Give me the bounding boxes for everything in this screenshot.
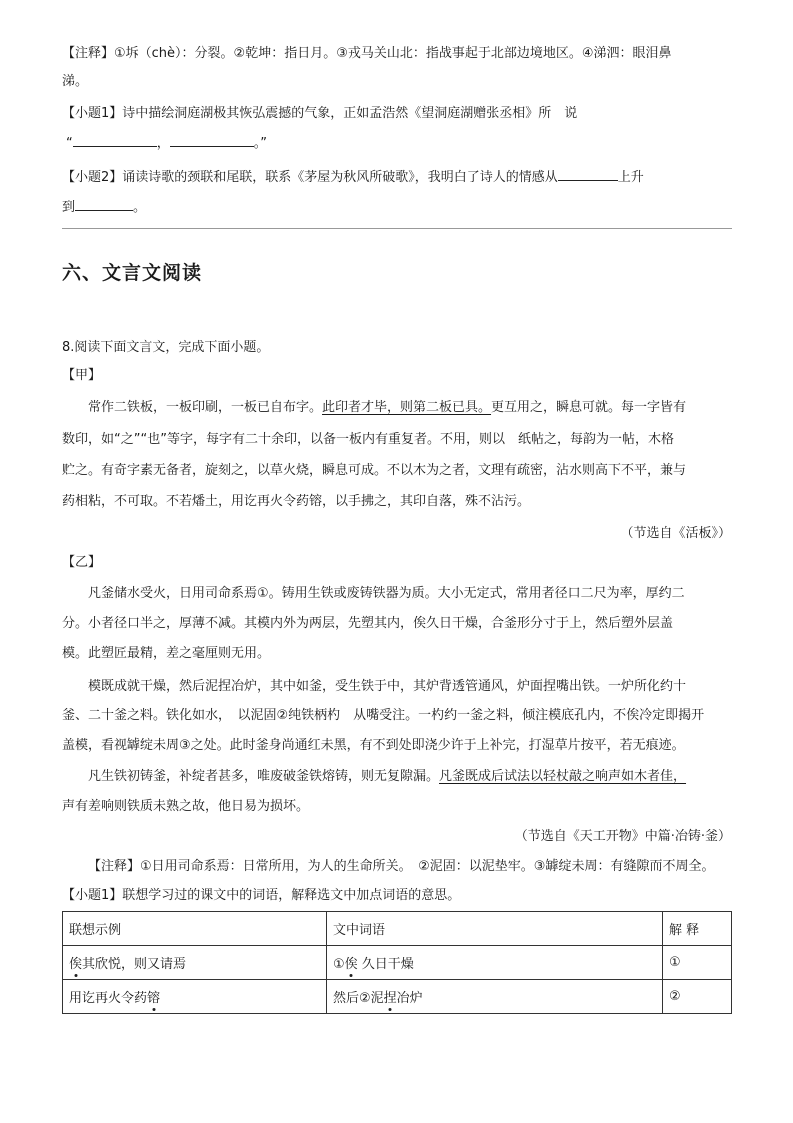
open-quote: “ [66, 136, 73, 151]
question-2-prompt [62, 166, 644, 188]
table-cell-example: 俟其欣悦，则又请焉 [63, 946, 327, 980]
yi-paragraph-line-5: 釜、二十釜之料。铁化如水， 以泥固②纯铁柄杓 从嘴受注。一杓约一釜之料，倾注模底孔内，不俟冷定即揭开 [62, 708, 705, 723]
table-header-row [63, 912, 732, 946]
close-quote: 。” [253, 136, 268, 151]
yi-paragraph-line-7 [88, 767, 686, 787]
answer-blank-1[interactable] [73, 132, 157, 147]
table-header: 文中词语 [327, 912, 663, 946]
poem-notes-line-1: 【注释】①坼（chè）：分裂。②乾坤：指日月。③戎马关山北：指战事起于北部边境地区。④涕泗：眼泪鼻 [62, 46, 672, 61]
table-cell-word: 然后②泥捏冶炉 [327, 980, 663, 1014]
jia-paragraph-line-3: 贮之。有奇字素无备者，旋刻之，以草火烧，瞬息可成。不以木为之者，文理有疏密，沾水则高下不平，兼与 [62, 463, 687, 478]
question-1-prompt: 【小题1】诗中描绘洞庭湖极其恢弘震撼的气象，正如孟浩然《望洞庭湖赠张丞相》所 说 [62, 106, 578, 121]
jia-text: 常作二铁板，一板印刷，一板已自布字。 [88, 400, 323, 415]
jia-paragraph-line-1 [88, 398, 686, 418]
question-2-text-c: 到 [62, 200, 76, 215]
table-cell-word: ①俟 久日干燥 [327, 946, 663, 980]
poem-notes-line-2: 涕。 [62, 74, 89, 89]
answer-blank-3[interactable] [558, 166, 618, 181]
jia-paragraph-line-4: 药相粘，不可取。不若燔土，用讫再火令药镕，以手拂之，其印自落，殊不沾污。 [62, 494, 531, 509]
yi-paragraph-line-1: 凡釜储水受火，日用司命系焉①。铸用生铁或废铸铁器为质。大小无定式，常用者径口二尺为率，厚约二 [88, 586, 685, 601]
yi-paragraph-line-6: 盖模，看视罅绽未周③之处。此时釜身尚通红未黑，有不到处即浇少许于上补完，打湿草片按平，若无痕迹。 [62, 738, 685, 753]
vocabulary-table [62, 911, 732, 1014]
yi-notes: 【注释】①日用司命系焉：日常所用，为人的生命所关。 ②泥固：以泥垫牢。③罅绽未周：有缝隙而不周全。 [88, 859, 715, 874]
question-2-text: 【小题2】诵读诗歌的颈联和尾联，联系《茅屋为秋风所破歌》，我明白了诗人的情感从 [62, 170, 558, 185]
jia-underlined-sentence: 此印者才毕，则第二板已具。 [322, 400, 492, 415]
yi-paragraph-line-2: 分。小者径口半之，厚薄不减。其模内外为两层，先塑其内，俟久日干燥，合釜形分寸于上，然后塑外层盖 [62, 616, 674, 631]
jia-label: 【甲】 [62, 368, 102, 383]
jia-paragraph-line-2: 数印，如“之”“也”等字，每字有二十余印，以备一板内有重复者。不用，则以 纸帖之，每韵为一帖，木格 [62, 432, 674, 447]
dotted-character: 俟 [69, 957, 83, 972]
yi-text: 凡生铁初铸釜，补绽者甚多，唯废破釜铁熔铸，则无复隙漏。 [88, 769, 440, 784]
table-cell-example: 用讫再火令药镕 [63, 980, 327, 1014]
section-title: 六、文言文阅读 [62, 262, 203, 284]
table-row [63, 980, 732, 1014]
dotted-character: 镕 [147, 991, 161, 1006]
q8-prompt: 8.阅读下面文言文，完成下面小题。 [62, 340, 270, 355]
question-1-answer-line [66, 132, 267, 154]
table-cell-answer[interactable]: ① [663, 946, 732, 980]
yi-label: 【乙】 [62, 555, 102, 570]
dotted-character: 俟 [344, 957, 358, 972]
question-2-text-b: 上升 [617, 170, 644, 185]
table-header: 联想示例 [63, 912, 327, 946]
dotted-character: 捏 [383, 991, 397, 1006]
yi-underlined-sentence: 凡釜既成后试法以轻杖敲之响声如木者佳， [439, 769, 687, 784]
table-cell-answer[interactable]: ② [663, 980, 732, 1014]
question-2-continued [62, 196, 146, 218]
question-2-text-d: 。 [133, 200, 147, 215]
table-row [63, 946, 732, 980]
answer-blank-4[interactable] [75, 196, 133, 211]
answer-blank-2[interactable] [170, 132, 254, 147]
sub-question-1: 【小题1】联想学习过的课文中的词语，解释选文中加点词语的意思。 [62, 888, 461, 903]
jia-text-b: 更互用之，瞬息可就。每一字皆有 [491, 400, 687, 415]
yi-source: （节选自《天工开物》中篇·冶铸·釜） [514, 829, 731, 844]
yi-paragraph-line-3: 模。此塑匠最精，差之毫厘则无用。 [62, 646, 271, 661]
yi-paragraph-line-8: 声有差响则铁质未熟之故，他日易为损坏。 [62, 799, 310, 814]
section-divider [62, 228, 732, 229]
comma: ， [156, 136, 170, 151]
yi-paragraph-line-4: 模既成就干燥，然后泥捏冶炉，其中如釜，受生铁于中，其炉背透管通风，炉面捏嘴出铁。一炉所化约十 [88, 679, 687, 694]
jia-source: （节选自《活板》） [620, 526, 731, 541]
table-header: 解 释 [663, 912, 732, 946]
